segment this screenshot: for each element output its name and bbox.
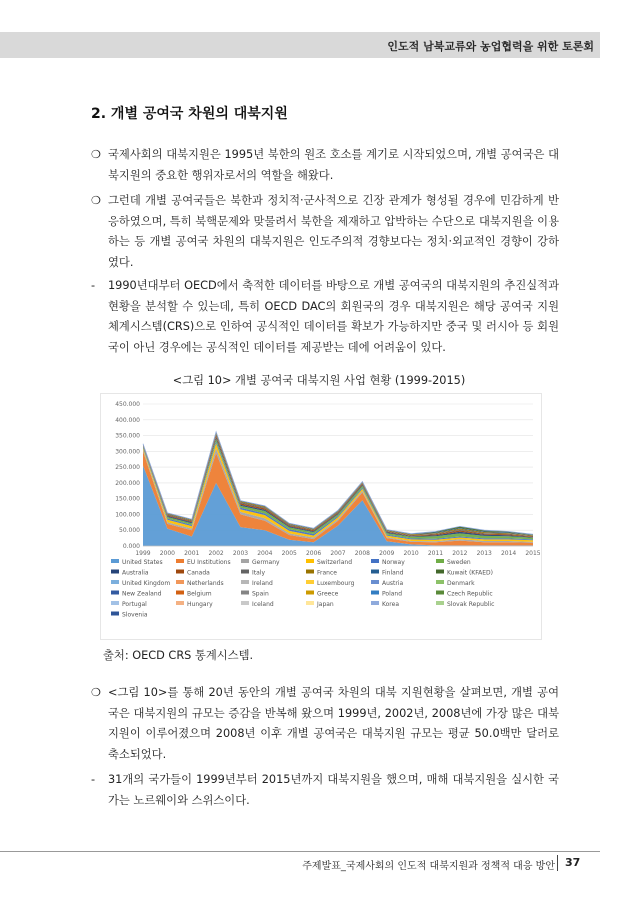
section-heading: 2. 개별 공여국 차원의 대북지원 [91,106,288,122]
chart-container [100,393,542,640]
legend-label: Hungary [187,601,213,608]
legend-swatch [111,612,119,616]
x-tick-label: 2007 [330,550,346,557]
paragraph-text: 31개의 국가들이 1999년부터 2015년까지 대북지원을 했으며, 매해 대북지원을 실시한 국가는 노르웨이와 스위스이다. [108,773,559,807]
dash-marker: - [91,279,96,292]
legend-label: United Kingdom [122,580,171,587]
legend-label: Belgium [187,590,212,598]
legend-swatch [241,570,249,574]
y-tick-label: 50.000 [119,527,140,535]
paragraph-2 [91,191,559,273]
legend-swatch [371,570,379,574]
x-tick-label: 2003 [232,550,249,557]
legend-swatch [436,559,444,563]
legend-swatch [371,580,379,584]
legend-swatch [241,601,249,605]
legend-label: Iceland [252,601,274,608]
paragraph-1 [91,145,559,186]
legend-swatch [436,570,444,574]
legend-label: Poland [382,590,403,598]
y-tick-label: 100.000 [115,511,140,519]
legend-label: Finland [382,569,404,577]
x-tick-label: 2011 [427,550,444,557]
y-tick-label: 0.000 [122,543,140,550]
dash-marker: - [91,773,96,786]
x-tick-label: 2000 [159,550,176,557]
y-tick-label: 200.000 [115,479,140,487]
legend-swatch [176,559,184,563]
legend-swatch [306,591,314,595]
x-tick-label: 1999 [135,550,151,557]
legend-swatch [111,570,119,574]
y-tick-label: 450.000 [115,401,140,408]
paragraph-text: 1990년대부터 OECD에서 축적한 데이터를 바탕으로 개별 공여국의 대북지원의 추진실적과 현황을 분석할 수 있는데, 특히 OECD DAC의 회원국의 경우 대북지원은 해당 공여국 지원체계시스템(CRS)으로 인하여 공식적인 데이터를 확보가 가능하지만 중국 및 러시아 등 회원국이 아닌 경우에는 공식적인 데이터를 제공받는 데에 어려움이 있다. [108,279,559,354]
legend-swatch [111,559,119,563]
x-tick-label: 2004 [257,550,273,557]
x-tick-label: 2001 [184,550,200,557]
x-tick-label: 2006 [305,550,322,557]
legend-label: Switzerland [317,559,352,566]
paragraph-text: <그림 10>를 통해 20년 동안의 개별 공여국 차원의 대북 지원현황을 살펴보면, 개별 공여국은 대북지원의 규모는 증감을 반복해 왔으며 1999년, 2002년, 2008년에 가장 많은 대북지원이 이루어졌으며 2008년 이후 개별 공여국은 대북지원 규모는 평균 50.0백만 달러로 축소되었다. [108,686,559,761]
x-tick-label: 2012 [452,550,468,557]
legend-swatch [436,601,444,605]
legend-label: Slovak Republic [447,601,495,608]
legend-label: Austria [382,580,404,587]
y-tick-label: 300.000 [115,448,140,456]
y-tick-label: 400.000 [115,416,140,424]
x-tick-label: 2010 [403,550,419,557]
x-tick-label: 2008 [354,550,371,557]
bullet-marker: ❍ [91,148,101,161]
legend-swatch [436,580,444,584]
legend-swatch [111,591,119,595]
legend-label: Denmark [447,580,475,587]
x-tick-label: 2009 [379,550,395,557]
legend-label: New Zealand [122,590,162,598]
legend-label: Greece [317,590,339,598]
figure-source: 출처: OECD CRS 통계시스템. [103,649,254,662]
legend-label: Italy [252,569,266,577]
legend-label: Korea [382,601,400,608]
legend-swatch [241,591,249,595]
legend-label: Sweden [447,559,471,566]
legend-swatch [306,559,314,563]
x-tick-label: 2014 [500,550,517,557]
legend-label: Netherlands [187,580,224,587]
header-title: 인도적 남북교류와 농업협력을 위한 토론회 [387,40,594,53]
paragraph-5 [91,770,559,811]
bullet-marker: ❍ [91,686,101,699]
footer-title: 주제발표_국제사회의 인도적 대북지원과 정책적 대응 방안 [302,861,555,872]
x-tick-label: 2015 [525,550,541,557]
legend-swatch [371,591,379,595]
y-tick-label: 250.000 [115,464,140,472]
area-chart [101,394,541,639]
legend-label: United States [122,559,163,566]
page-number: 37 [565,856,581,869]
x-tick-label: 2005 [281,550,297,557]
bullet-marker: ❍ [91,194,101,207]
legend-swatch [306,601,314,605]
legend-swatch [176,570,184,574]
legend-label: Norway [382,559,405,566]
legend-swatch [176,580,184,584]
legend-label: Germany [252,559,280,566]
legend-swatch [306,570,314,574]
legend-swatch [306,580,314,584]
paragraph-4 [91,683,559,765]
legend-label: Japan [317,601,334,608]
legend-swatch [241,559,249,563]
legend-label: Portugal [122,601,147,608]
y-tick-label: 150.000 [115,495,140,503]
figure-caption: <그림 10> 개별 공여국 대북지원 사업 현황 (1999-2015) [172,374,466,387]
legend-label: Spain [252,590,269,598]
legend-label: Australia [122,569,149,577]
legend-label: France [317,569,337,577]
legend-label: Czech Republic [447,590,493,598]
legend-swatch [111,580,119,584]
paragraph-text: 국제사회의 대북지원은 1995년 북한의 원조 호소를 계기로 시작되었으며, 개별 공여국은 대북지원의 중요한 행위자로서의 역할을 해왔다. [108,148,559,182]
legend-label: Kuwait (KFAED) [447,569,493,577]
x-tick-label: 2013 [476,550,492,557]
legend-label: Canada [187,569,210,577]
legend-swatch [371,601,379,605]
footer-rule [0,851,600,852]
legend-swatch [176,601,184,605]
paragraph-3 [91,276,559,358]
legend-label: Ireland [252,580,273,587]
legend-swatch [176,591,184,595]
x-tick-label: 2002 [208,550,224,557]
legend-swatch [111,601,119,605]
paragraph-text: 그런데 개별 공여국들은 북한과 정치적·군사적으로 긴장 관계가 형성될 경우에 민감하게 반응하였으며, 특히 북핵문제와 맞물려서 북한을 제재하고 압박하는 수단으로 대북지원을 이용하는 등 개별 공여국 차원의 대북지원은 인도주의적 경향보다는 정치·외교적인 경향이 강하였다. [108,194,559,269]
legend-swatch [241,580,249,584]
legend-label: EU Institutions [187,559,231,566]
y-tick-label: 350.000 [115,432,140,440]
legend-swatch [371,559,379,563]
footer-separator [557,855,558,871]
legend-label: Slovenia [122,611,148,619]
legend-label: Luxembourg [317,580,355,587]
legend-swatch [436,591,444,595]
